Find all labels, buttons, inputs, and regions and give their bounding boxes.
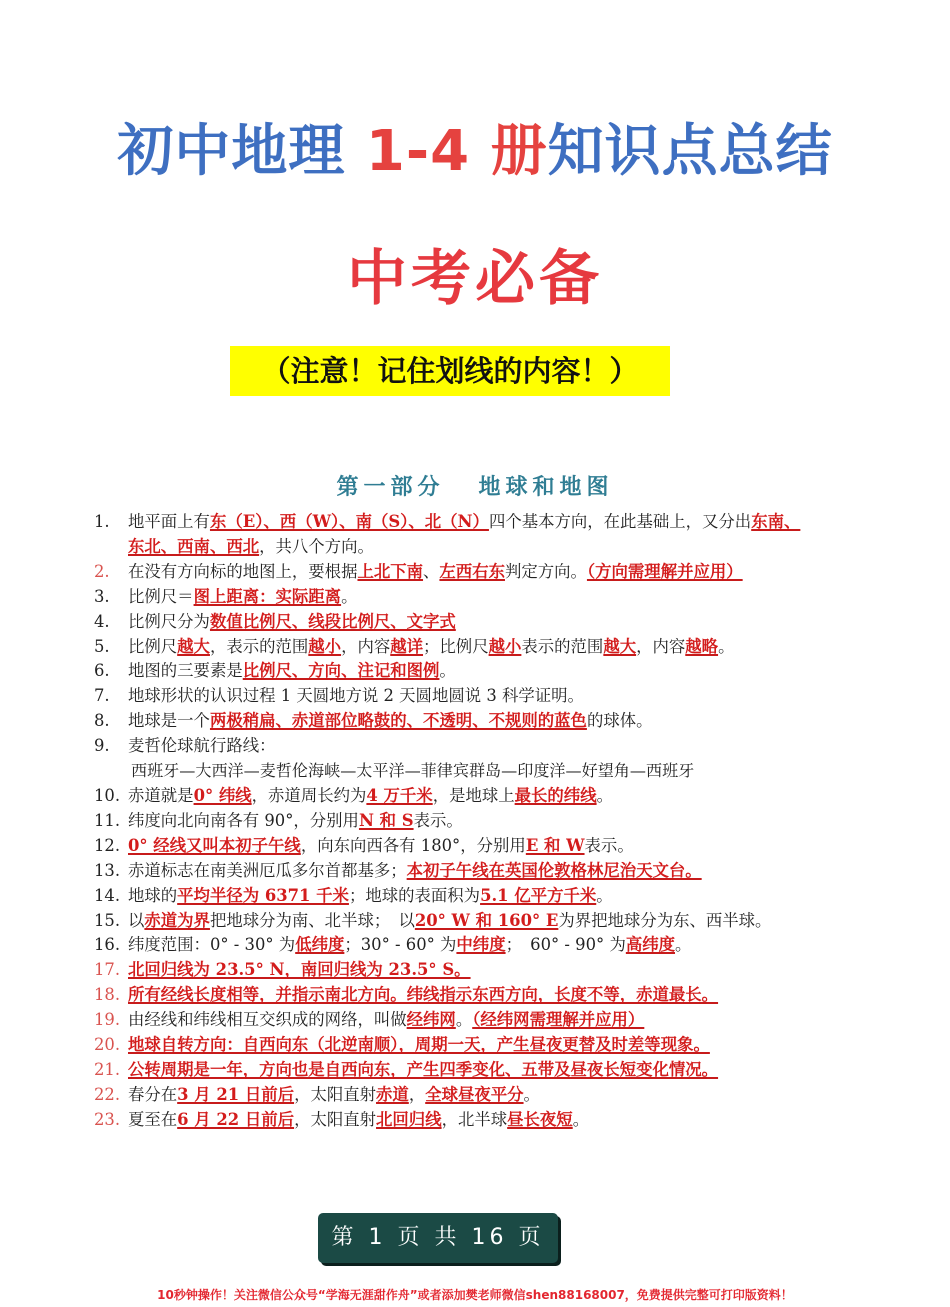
notice-banner: （注意！记住划线的内容！）: [230, 346, 670, 396]
section-name: 地球和地图: [478, 475, 614, 500]
key-point: 公转周期是一年，方向也是自西向东，产生四季变化、五带及昼夜长短变化情况。: [128, 1059, 719, 1079]
text-segment: ； 60° - 90° 为: [505, 935, 626, 955]
item-number: 9.: [94, 736, 110, 756]
text-segment: ；比例尺: [423, 636, 489, 656]
key-point: 越小: [488, 636, 522, 656]
item-text: [128, 859, 812, 884]
item-number: 15.: [94, 910, 121, 930]
key-point: 上北下南: [357, 561, 424, 581]
list-item: [90, 884, 812, 909]
item-number: 6.: [94, 661, 110, 681]
text-segment: 纬度范围：0° - 30° 为: [128, 935, 296, 955]
key-point: 地球自转方向：自西向东（北逆南顺），周期一天，产生昼夜更替及时差等现象。: [128, 1035, 710, 1055]
item-text: [128, 983, 812, 1008]
key-point: 高纬度: [625, 935, 676, 955]
text-segment: 表示的范围: [521, 636, 604, 656]
key-point: 最长的纬线: [514, 785, 597, 805]
page-title: 初中地理 1-4 册知识点总结: [117, 119, 833, 184]
text-segment: 。: [596, 785, 613, 805]
key-point: 两极稍扁、赤道部位略鼓的、不透明、不规则的蓝色: [209, 711, 587, 731]
text-segment: ，表示的范围: [209, 636, 309, 656]
item-text: [128, 1033, 812, 1058]
key-point: 低纬度: [295, 935, 345, 955]
item-number: 5.: [94, 636, 110, 656]
text-segment: ，向东向西各有 180°，分别用: [300, 835, 526, 855]
key-point: E 和 W: [525, 835, 585, 855]
text-segment: 在没有方向标的地图上，要根据: [128, 561, 358, 581]
key-point: 赤道: [376, 1084, 409, 1104]
key-point: 6 月 22 日前后: [177, 1109, 295, 1129]
text-segment: 春分在: [128, 1084, 178, 1104]
key-point: 越大: [603, 636, 637, 656]
key-point: 北回归线: [376, 1109, 442, 1129]
list-item: [90, 1033, 812, 1058]
key-point: 图上距离：实际距离: [193, 586, 342, 606]
text-segment: 比例尺: [128, 636, 178, 656]
text-segment: 由经线和纬线相互交织成的网络，叫做: [128, 1010, 407, 1030]
key-point: 0° 纬线: [193, 785, 252, 805]
footer-promo: 10秒钟操作！关注微信公众号“学海无涯甜作舟”或者添加樊老师微信shen88168007，免费提供完整可打印版资料！: [157, 1288, 793, 1302]
key-point: 比例尺、方向、注记和图例: [242, 661, 440, 681]
item-number: 14.: [94, 885, 121, 905]
item-text: [128, 709, 812, 734]
list-item: [90, 1083, 812, 1108]
key-point: 经纬网: [406, 1010, 456, 1030]
key-point: 越小: [308, 636, 342, 656]
key-point: N 和 S: [358, 810, 414, 830]
item-number: 18.: [94, 985, 121, 1005]
text-segment: 。: [718, 636, 735, 656]
text-segment: ；30° - 60° 为: [344, 935, 457, 955]
text-segment: 。: [572, 1109, 590, 1129]
text-segment: ，共八个方向。: [259, 536, 374, 556]
text-segment: 表示。: [413, 810, 463, 830]
item-text: [128, 585, 812, 610]
item-text: [128, 784, 812, 809]
text-segment: 地球的: [128, 885, 178, 905]
list-item: [90, 784, 812, 809]
list-item: [90, 983, 812, 1008]
list-item: [90, 585, 812, 610]
item-number: 22.: [94, 1084, 121, 1104]
list-item: [90, 809, 812, 834]
key-point: （经纬网需理解并应用）: [472, 1010, 645, 1030]
text-segment: 。: [596, 885, 613, 905]
key-point: 昼长夜短: [507, 1109, 573, 1129]
item-text: [128, 635, 812, 660]
item-number: 8.: [94, 711, 110, 731]
key-point: 赤道为界: [144, 910, 210, 930]
list-item: [90, 560, 812, 585]
item-text: [128, 1058, 812, 1083]
text-segment: 赤道标志在南美洲厄瓜多尔首都基多；: [128, 860, 407, 880]
key-point: 北回归线为 23.5° N，南回归线为 23.5° S。: [128, 960, 471, 980]
item-text: [128, 684, 812, 709]
list-item: [90, 1058, 812, 1083]
list-item: [90, 859, 812, 884]
item-number: 17.: [94, 960, 121, 980]
list-item: [90, 635, 812, 660]
item-text: [128, 909, 812, 934]
item-number: 2.: [94, 561, 110, 581]
knowledge-list: [90, 510, 812, 1133]
section-heading: [0, 470, 950, 501]
key-point: 3 月 21 日前后: [177, 1084, 295, 1104]
item-number: 3.: [94, 586, 110, 606]
item-text: [128, 884, 812, 909]
key-point: 本初子午线在英国伦敦格林尼治天文台。: [406, 860, 702, 880]
item-number: 7.: [94, 686, 110, 706]
text-segment: 以: [128, 910, 145, 930]
key-point: 东（E）、西（W）、南（S）、北（N）: [209, 512, 489, 531]
key-point: 5.1 亿平方千米: [480, 885, 597, 905]
text-segment: ，: [408, 1084, 426, 1104]
subtitle: 中考必备: [347, 244, 603, 314]
text-segment: ，是地球上: [432, 785, 515, 805]
item-text: [128, 1008, 812, 1033]
text-segment: 地平面上有: [128, 512, 210, 531]
item-number: 21.: [94, 1059, 121, 1079]
list-item: [90, 510, 812, 560]
key-point: 越大: [177, 636, 210, 656]
text-segment: 地球是一个: [128, 711, 210, 731]
text-segment: ，太阳直射: [294, 1084, 377, 1104]
text-segment: 纬度向北向南各有 90°，分别用: [128, 810, 359, 830]
item-text: [128, 834, 812, 859]
list-item: [90, 909, 812, 934]
text-segment: 比例尺＝: [128, 586, 194, 606]
list-item: [90, 610, 812, 635]
item-number: 4.: [94, 611, 110, 631]
text-segment: 、: [423, 561, 440, 581]
text-segment: 。: [455, 1010, 473, 1030]
key-point: 20° W 和 160° E: [414, 910, 559, 930]
list-item: [90, 1008, 812, 1033]
text-segment: ，赤道周长约为: [251, 785, 367, 805]
key-point: 中纬度: [456, 935, 506, 955]
item-number: 10.: [94, 785, 121, 805]
list-item: [90, 834, 812, 859]
page-indicator: 第 1 页 共 16 页: [318, 1213, 558, 1263]
item-number: 1.: [94, 512, 110, 531]
item-text: [128, 933, 812, 958]
key-point: 越略: [685, 636, 719, 656]
text-segment: 地图的三要素是: [128, 661, 243, 681]
list-item: [90, 659, 812, 684]
text-segment: 地球形状的认识过程 1 天圆地方说 2 天圆地圆说 3 科学证明。: [128, 686, 584, 706]
item-text: [128, 560, 812, 585]
item-text: [128, 734, 812, 759]
key-point: 越详: [390, 636, 424, 656]
list-item: [90, 958, 812, 983]
key-point: 左西右东: [439, 561, 505, 581]
item-text: [128, 809, 812, 834]
text-segment: 麦哲伦球航行路线：: [128, 736, 276, 756]
text-segment: 。: [675, 935, 692, 955]
item-number: 19.: [94, 1010, 121, 1030]
text-segment: 赤道就是: [128, 785, 194, 805]
list-item: [90, 933, 812, 958]
text-segment: ，内容: [341, 636, 391, 656]
text-segment: 。: [523, 1084, 540, 1104]
text-segment: 把地球分为南、北半球； 以: [209, 910, 415, 930]
list-item: [90, 734, 812, 759]
list-item: [90, 684, 812, 709]
key-point: 0° 经线又叫本初子午线: [128, 835, 301, 855]
key-point: 全球昼夜平分: [425, 1084, 524, 1104]
text-segment: 。: [341, 586, 358, 606]
key-point: 平均半径为 6371 千米: [177, 885, 349, 905]
section-part: 第一部分: [336, 475, 445, 500]
text-segment: ，北半球: [441, 1109, 508, 1129]
route-line: 西班牙—大西洋—麦哲伦海峡—太平洋—菲律宾群岛—印度洋—好望角—西班牙: [131, 761, 695, 781]
item-number: 12.: [94, 835, 121, 855]
text-segment: ，太阳直射: [294, 1109, 377, 1129]
item-text: [128, 510, 812, 560]
item-text: [128, 659, 812, 684]
key-point: 数值比例尺、线段比例尺、文字式: [209, 611, 456, 631]
text-segment: 比例尺分为: [128, 611, 210, 631]
item-text: [128, 1083, 812, 1108]
item-number: 13.: [94, 860, 121, 880]
text-segment: 四个基本方向，在此基础上，又分出: [488, 512, 752, 531]
text-segment: 为界把地球分为东、西半球。: [558, 910, 772, 930]
list-item: [90, 709, 812, 734]
item-text: [128, 958, 812, 983]
text-segment: 。: [439, 661, 456, 681]
key-point: 4 万千米: [366, 785, 433, 805]
item-number: 23.: [94, 1109, 121, 1129]
list-item: [90, 1108, 812, 1133]
text-segment: 表示。: [584, 835, 634, 855]
key-point: （方向需理解并应用）: [586, 561, 743, 581]
key-point: 东南、东北、西南、西北: [128, 512, 801, 556]
text-segment: 夏至在: [128, 1109, 178, 1129]
text-segment: ；地球的表面积为: [348, 885, 481, 905]
item-number: 20.: [94, 1035, 121, 1055]
item-text: [128, 1108, 812, 1133]
key-point: 所有经线长度相等，并指示南北方向。纬线指示东西方向，长度不等，赤道最长。: [128, 985, 719, 1005]
item-text: [128, 610, 812, 635]
item-number: 11.: [94, 810, 121, 830]
text-segment: ，内容: [636, 636, 686, 656]
item-number: 16.: [94, 935, 121, 955]
text-segment: 判定方向。: [504, 561, 587, 581]
text-segment: 的球体。: [586, 711, 653, 731]
